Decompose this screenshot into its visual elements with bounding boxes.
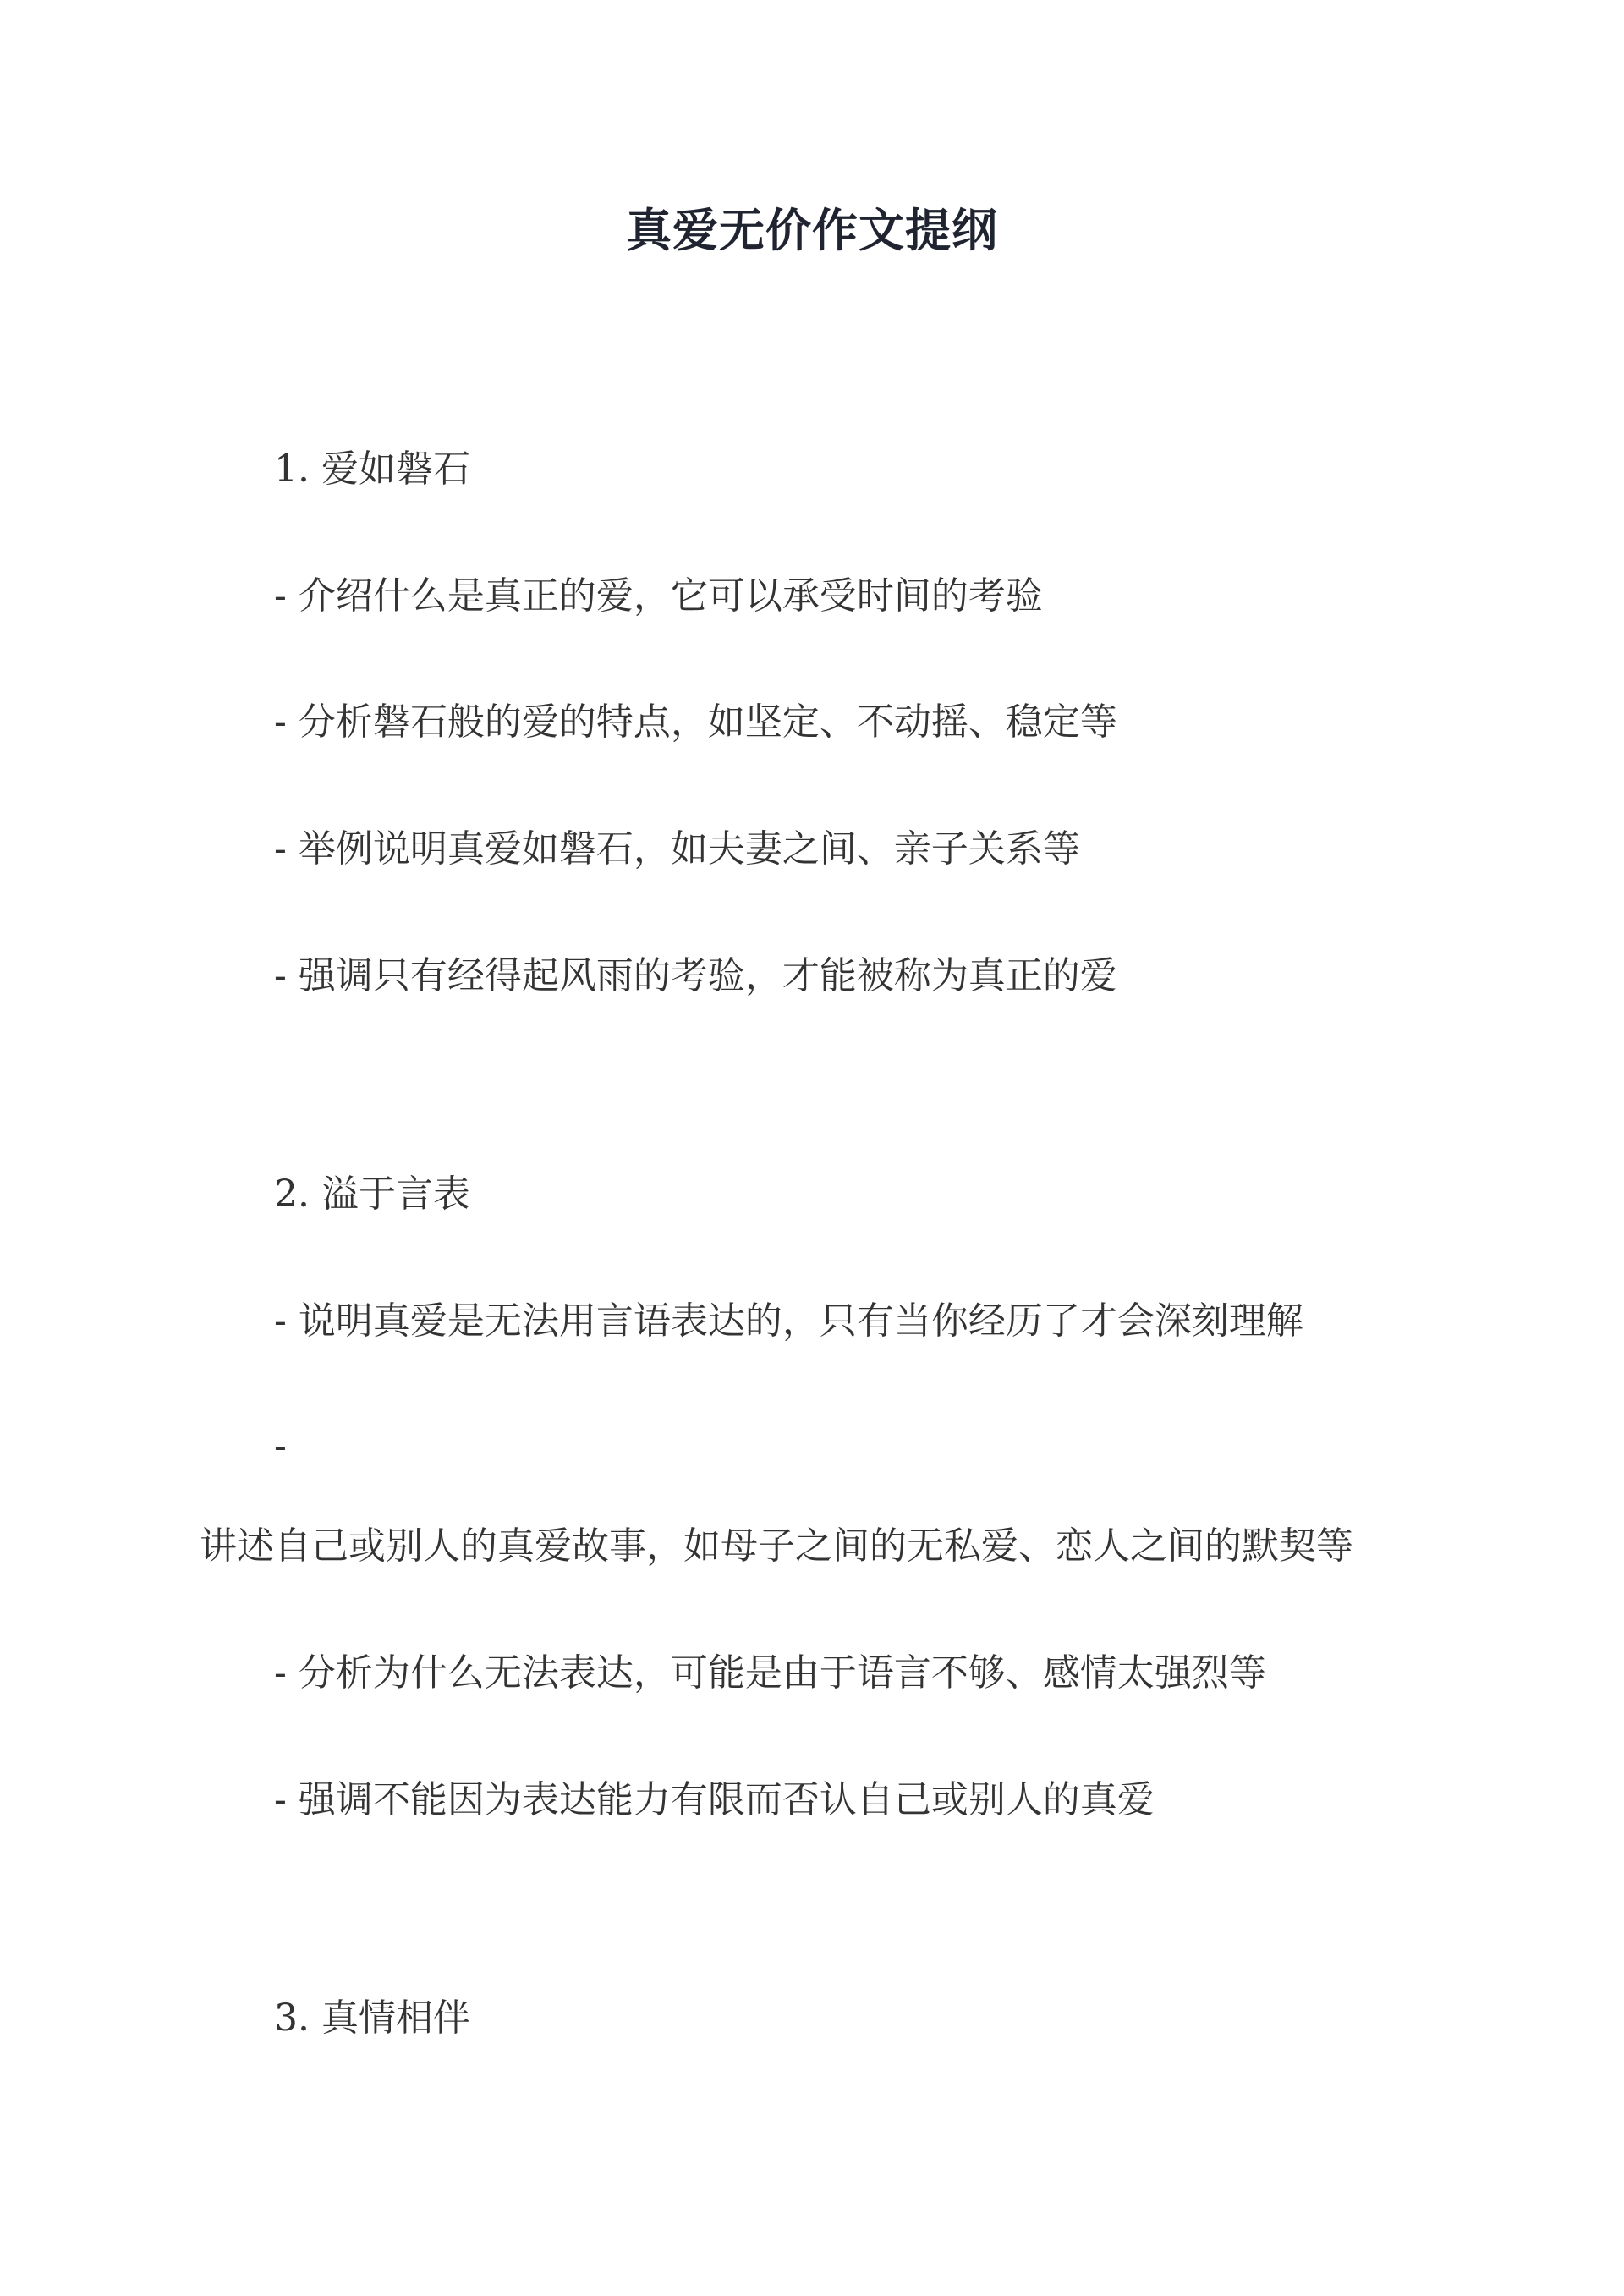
list-item: - 说明真爱是无法用言语表达的，只有当你经历了才会深刻理解: [274, 1299, 1303, 1343]
section-heading-3: 3. 真情相伴: [274, 1997, 470, 2040]
list-item: - 强调只有经得起风雨的考验，才能被称为真正的爱: [274, 954, 1117, 997]
list-item: - 强调不能因为表达能力有限而否认自己或别人的真爱: [274, 1778, 1155, 1821]
list-item: - 分析为什么无法表达，可能是由于语言不够、感情太强烈等: [274, 1651, 1266, 1695]
document-title: 真爱无价作文提纲: [626, 203, 998, 257]
list-item: - 分析磐石般的爱的特点，如坚定、不动摇、稳定等: [274, 700, 1117, 744]
list-item: - 举例说明真爱如磐石，如夫妻之间、亲子关系等: [274, 827, 1080, 871]
section-heading-1: 1. 爱如磐石: [274, 448, 470, 491]
section-heading-2: 2. 溢于言表: [274, 1173, 470, 1216]
list-item-continuation: 讲述自己或别人的真爱故事，如母子之间的无私爱、恋人之间的默契等: [200, 1524, 1353, 1568]
list-item: -: [274, 1425, 287, 1468]
list-item: - 介绍什么是真正的爱，它可以承受时间的考验: [274, 574, 1043, 618]
